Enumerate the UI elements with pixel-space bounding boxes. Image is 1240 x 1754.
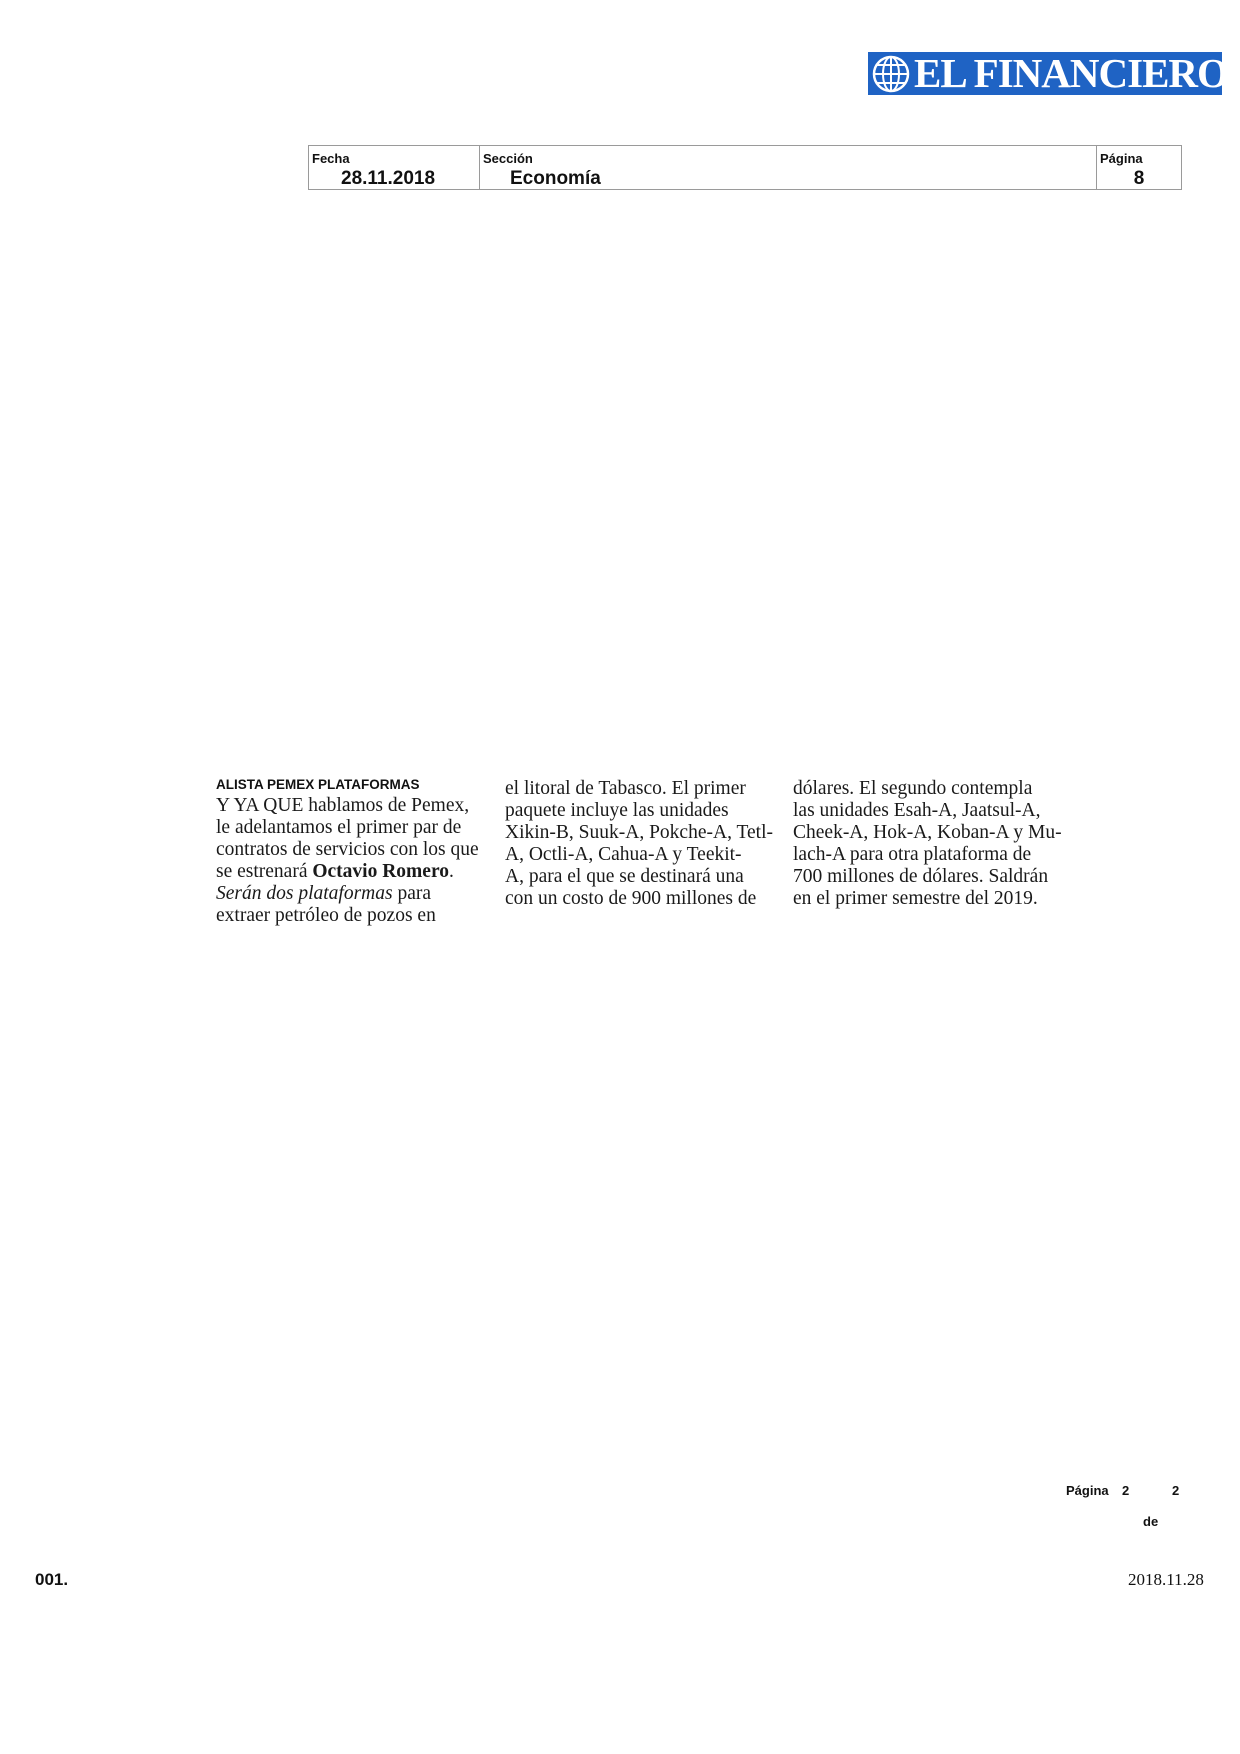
italic-phrase: Serán dos plataformas <box>216 883 393 904</box>
pagina-value: 8 <box>1133 168 1145 189</box>
pager-total-pages: 2 <box>1172 1483 1180 1498</box>
article-line: Y YA QUE hablamos de Pemex, <box>216 795 470 816</box>
fecha-cell <box>309 146 479 189</box>
pager-de: de <box>1143 1514 1159 1529</box>
article-line: A, para el que se destinará una <box>505 866 744 887</box>
el-financiero-logo <box>868 50 1228 96</box>
document-code: 001. <box>35 1570 69 1589</box>
article-line: extraer petróleo de pozos en <box>216 905 436 926</box>
fecha-value: 28.11.2018 <box>341 168 436 189</box>
article-kicker: ALISTA PEMEX PLATAFORMAS <box>216 777 420 792</box>
article-clipping <box>216 778 1076 938</box>
article-line: lach-A para otra plataforma de <box>793 844 1032 865</box>
article-line: contratos de servicios con los que <box>216 839 479 860</box>
article-column-3 <box>793 778 1076 910</box>
document-header-table <box>308 145 1182 190</box>
article-text: para <box>392 883 432 904</box>
pager-current-page: 2 <box>1122 1483 1130 1498</box>
article-column-2 <box>505 778 785 910</box>
article-line: Xikin-B, Suuk-A, Pokche-A, Tetl- <box>505 822 774 843</box>
seccion-label: Sección <box>483 151 533 166</box>
article-line: A, Octli-A, Cahua-A y Teekit- <box>505 844 742 865</box>
article-line: en el primer semestre del 2019. <box>793 888 1038 909</box>
pagina-label: Página <box>1100 151 1143 166</box>
article-line: con un costo de 900 millones de <box>505 888 757 909</box>
article-line: Cheek-A, Hok-A, Koban-A y Mu- <box>793 822 1062 843</box>
article-line: paquete incluye las unidades <box>505 800 729 821</box>
article-line <box>216 883 498 905</box>
article-line: le adelantamos el primer par de <box>216 817 462 838</box>
pagina-cell <box>1096 146 1181 189</box>
article-line: dólares. El segundo contempla <box>793 778 1033 799</box>
article-text: . <box>449 861 454 882</box>
globe-icon <box>872 55 910 93</box>
article-column-1 <box>216 778 498 927</box>
article-line: las unidades Esah-A, Jaatsul-A, <box>793 800 1041 821</box>
article-text: se estrenará <box>216 861 313 882</box>
seccion-value: Economía <box>510 168 601 189</box>
fecha-label: Fecha <box>312 151 350 166</box>
article-line: 700 millones de dólares. Saldrán <box>793 866 1049 887</box>
person-name: Octavio Romero <box>312 861 450 882</box>
article-line <box>216 861 498 883</box>
logo-text: EL FINANCIERO <box>914 50 1228 96</box>
pager-label: Página <box>1066 1483 1109 1498</box>
document-date: 2018.11.28 <box>1128 1570 1204 1589</box>
article-line: el litoral de Tabasco. El primer <box>505 778 746 799</box>
seccion-cell <box>479 146 1096 189</box>
